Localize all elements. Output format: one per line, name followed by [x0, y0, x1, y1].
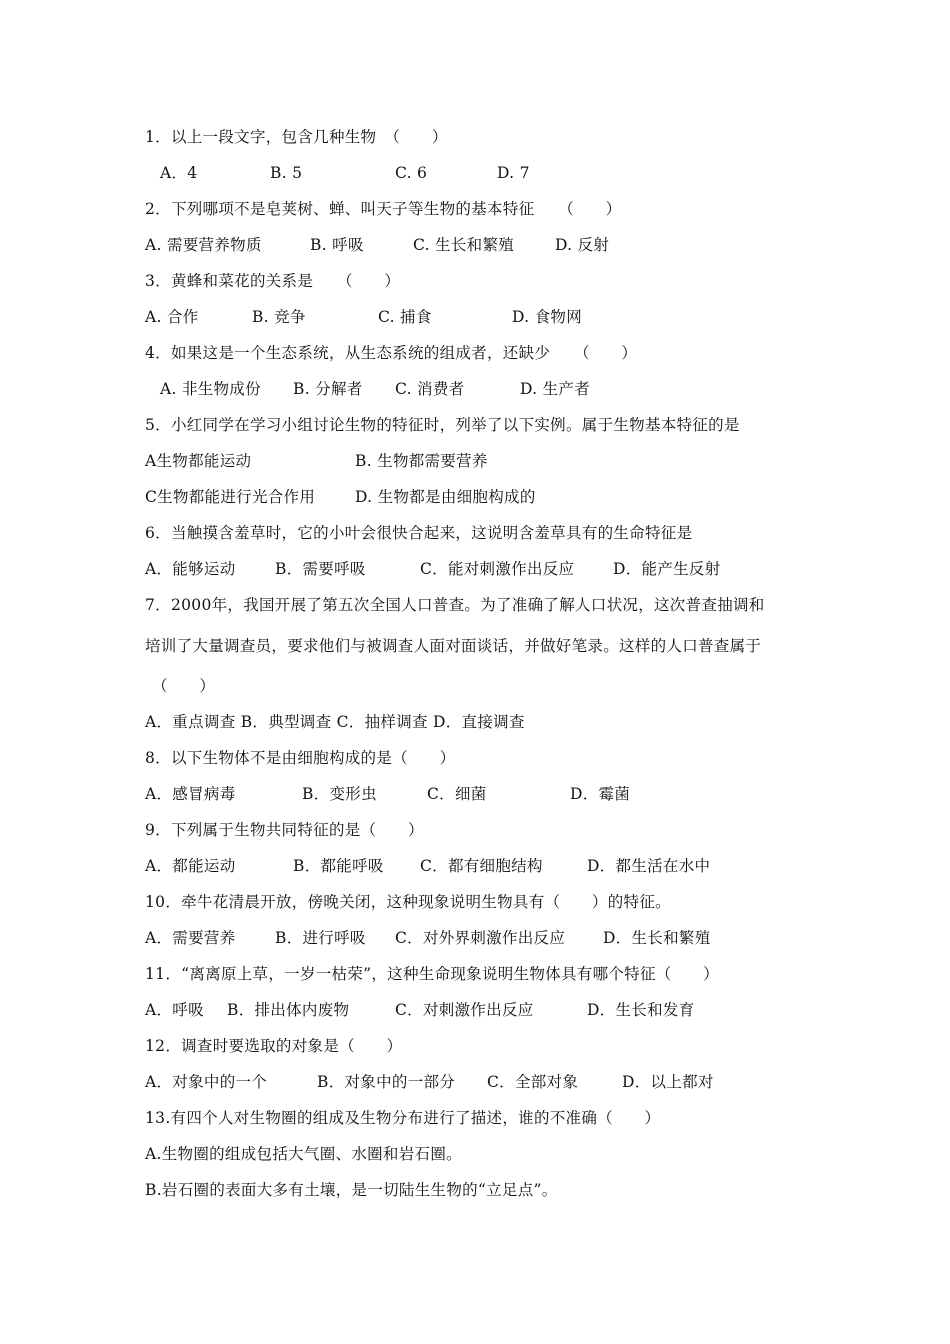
- question-5-option-c: C生物都能进行光合作用: [145, 488, 316, 506]
- question-3-options: [145, 307, 845, 327]
- question-9-option-a: A．都能运动: [145, 857, 236, 875]
- question-3-option-d: D. 食物网: [512, 308, 583, 326]
- question-5-option-b: B. 生物都需要营养: [355, 452, 488, 470]
- question-11-option-a: A．呼吸: [145, 1001, 204, 1019]
- question-5-option-a: A生物都能运动: [145, 452, 252, 470]
- question-12-option-a: A．对象中的一个: [145, 1073, 268, 1091]
- question-8-options: [145, 784, 845, 804]
- question-13-statement-a: A.生物圈的组成包括大气圈、水圈和岩石圈。: [145, 1145, 462, 1163]
- question-5-options-row-2: [145, 487, 845, 507]
- question-1-option-b: B. 5: [270, 164, 303, 182]
- question-7-stem-line-3: （ ）: [152, 677, 216, 695]
- question-6-stem: 6．当触摸含羞草时，它的小叶会很快合起来，这说明含羞草具有的生命特征是: [145, 524, 693, 542]
- question-8-option-b: B．变形虫: [302, 785, 377, 803]
- question-12-option-c: C．全部对象: [487, 1073, 579, 1091]
- question-6-option-a: A．能够运动: [145, 560, 236, 578]
- question-2-option-c: C. 生长和繁殖: [413, 236, 515, 254]
- question-4-stem: 4．如果这是一个生态系统，从生态系统的组成者，还缺少 （ ）: [145, 344, 638, 362]
- question-11-stem: 11．“离离原上草，一岁一枯荣”，这种生命现象说明生物体具有哪个特征（ ）: [145, 965, 719, 983]
- question-12-stem: 12．调查时要选取的对象是（ ）: [145, 1037, 403, 1055]
- question-10-options: [145, 928, 845, 948]
- question-6-option-b: B．需要呼吸: [275, 560, 366, 578]
- question-12-option-b: B．对象中的一部分: [317, 1073, 456, 1091]
- question-9-option-d: D．都生活在水中: [587, 857, 711, 875]
- question-11-option-b: B．排出体内废物: [227, 1001, 350, 1019]
- question-6-options: [145, 559, 845, 579]
- question-2-option-d: D. 反射: [555, 236, 610, 254]
- question-12-option-d: D．以上都对: [622, 1073, 714, 1091]
- question-3-option-a: A. 合作: [145, 308, 199, 326]
- question-3-option-c: C. 捕食: [378, 308, 432, 326]
- question-11-options: [145, 1000, 845, 1020]
- question-7-stem-line-2: 培训了大量调查员，要求他们与被调查人面对面谈话，并做好笔录。这样的人口普查属于: [145, 637, 762, 655]
- question-9-stem: 9．下列属于生物共同特征的是（ ）: [145, 821, 424, 839]
- question-5-option-d: D. 生物都是由细胞构成的: [355, 488, 536, 506]
- question-11-option-c: C．对刺激作出反应: [395, 1001, 534, 1019]
- question-6-option-d: D．能产生反射: [613, 560, 721, 578]
- question-12-options: [145, 1072, 845, 1092]
- question-6-option-c: C．能对刺激作出反应: [420, 560, 575, 578]
- question-11-option-d: D．生长和发育: [587, 1001, 695, 1019]
- question-9-option-b: B．都能呼吸: [293, 857, 384, 875]
- question-1-option-a: A．4: [160, 164, 198, 182]
- question-13-statement-b: B.岩石圈的表面大多有土壤，是一切陆生生物的“立足点”。: [145, 1181, 558, 1199]
- question-4-option-a: A. 非生物成份: [160, 380, 261, 398]
- question-8-stem: 8．以下生物体不是由细胞构成的是（ ）: [145, 749, 456, 767]
- question-7-options: A．重点调查 B．典型调查 C．抽样调查 D．直接调查: [145, 713, 525, 731]
- question-1-options: [145, 163, 845, 183]
- question-3-stem: 3．黄蜂和菜花的关系是 （ ）: [145, 272, 401, 290]
- question-10-option-a: A．需要营养: [145, 929, 236, 947]
- question-9-options: [145, 856, 845, 876]
- question-8-option-d: D．霉菌: [570, 785, 631, 803]
- question-1-stem: 1．以上一段文字，包含几种生物 （ ）: [145, 128, 448, 146]
- question-7-stem-line-1: 7．2000年，我国开展了第五次全国人口普查。为了准确了解人口状况，这次普查抽调和: [145, 596, 765, 614]
- question-5-stem: 5．小红同学在学习小组讨论生物的特征时，列举了以下实例。属于生物基本特征的是: [145, 416, 740, 434]
- question-1-option-c: C. 6: [395, 164, 428, 182]
- question-5-options-row-1: [145, 451, 845, 471]
- question-13-stem: 13.有四个人对生物圈的组成及生物分布进行了描述，谁的不准确（ ）: [145, 1109, 661, 1127]
- question-4-option-c: C. 消费者: [395, 380, 465, 398]
- question-4-options: [145, 379, 845, 399]
- question-1-option-d: D. 7: [497, 164, 530, 182]
- question-4-option-d: D. 生产者: [520, 380, 591, 398]
- question-2-option-b: B. 呼吸: [310, 236, 364, 254]
- question-2-options: [145, 235, 845, 255]
- question-10-option-b: B．进行呼吸: [275, 929, 366, 947]
- question-4-option-b: B. 分解者: [293, 380, 363, 398]
- question-2-option-a: A. 需要营养物质: [145, 236, 262, 254]
- question-3-option-b: B. 竞争: [252, 308, 306, 326]
- question-10-option-d: D．生长和繁殖: [603, 929, 711, 947]
- question-9-option-c: C．都有细胞结构: [420, 857, 543, 875]
- question-8-option-a: A．感冒病毒: [145, 785, 236, 803]
- question-10-stem: 10．牵牛花清晨开放，傍晚关闭，这种现象说明生物具有（ ）的特征。: [145, 893, 671, 911]
- question-10-option-c: C．对外界刺激作出反应: [395, 929, 566, 947]
- question-2-stem: 2．下列哪项不是皂荚树、蝉、叫天子等生物的基本特征 （ ）: [145, 200, 622, 218]
- question-8-option-c: C．细菌: [427, 785, 487, 803]
